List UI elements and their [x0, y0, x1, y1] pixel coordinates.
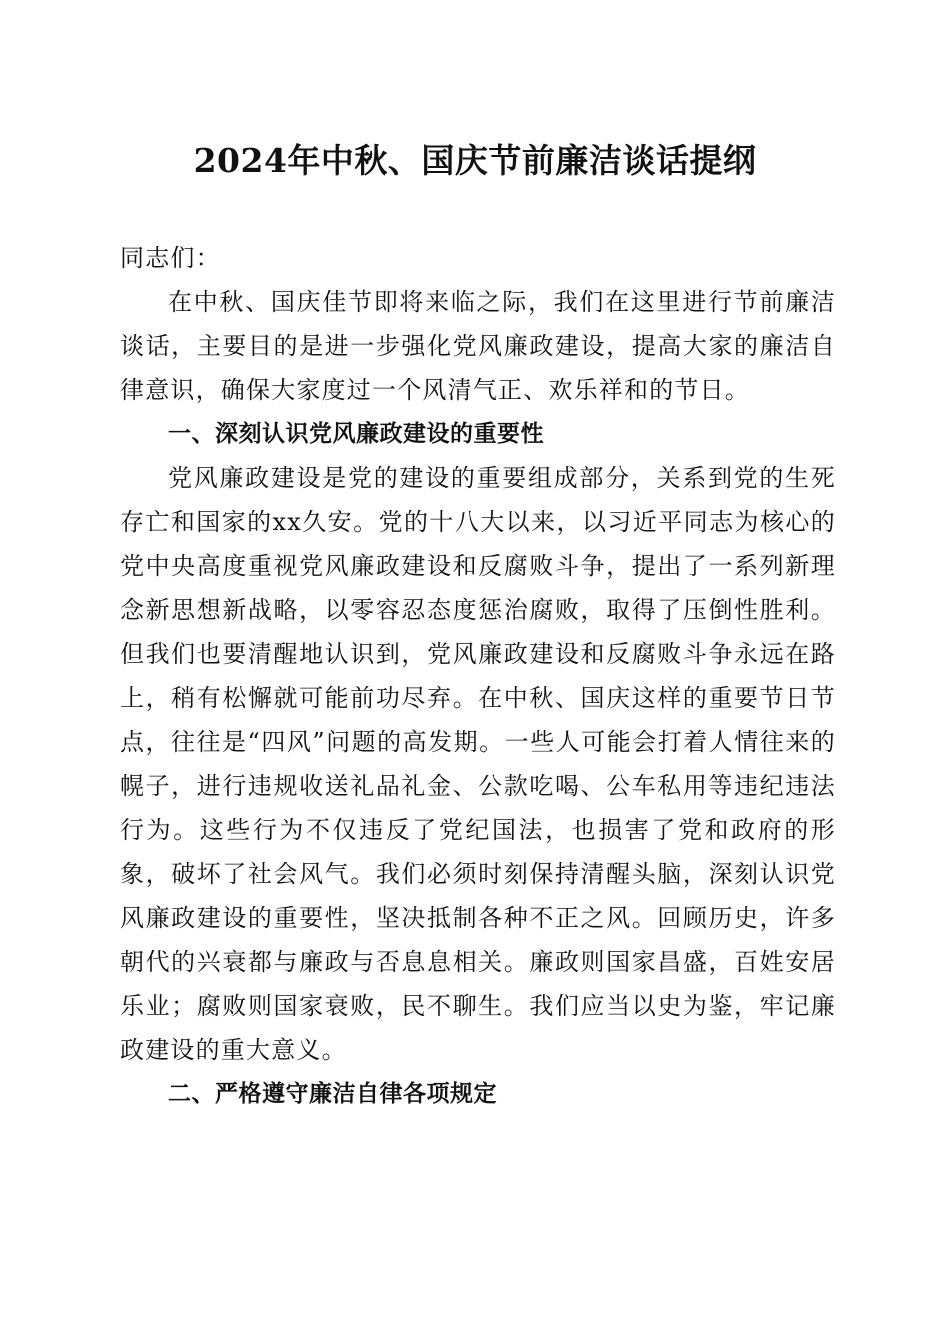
intro-paragraph: 在中秋、国庆佳节即将来临之际，我们在这里进行节前廉洁谈话，主要目的是进一步强化党风廉政建设，提高大家的廉洁自律意识，确保大家度过一个风清气正、欢乐祥和的节日。 [120, 288, 836, 404]
salutation: 同志们： [120, 244, 221, 272]
section-1-heading: 一、深刻认识党风廉政建设的重要性 [168, 421, 544, 447]
section-1-paragraph: 党风廉政建设是党的建设的重要组成部分，关系到党的生死存亡和国家的xx久安。党的十八大以来，以习近平同志为核心的党中央高度重视党风廉政建设和反腐败斗争，提出了一系列新理念新思想新战略，以零容忍态度惩治腐败，取得了压倒性胜利。但我们也要清醒地认识到，党风廉政建设和反腐败斗争永远在路上，稍有松懈就可能前功尽弃。在中秋、国庆这样的重要节日节点，往往是“四风”问题的高发期。一些人可能会打着人情往来的幌子，进行违规收送礼品礼金、公款吃喝、公车私用等违纪违法行为。这些行为不仅违反了党纪国法，也损害了党和政府的形象，破坏了社会风气。我们必须时刻保持清醒头脑，深刻认识党风廉政建设的重要性，坚决抵制各种不正之风。回顾历史，许多朝代的兴衰都与廉政与否息息相关。廉政则国家昌盛，百姓安居乐业；腐败则国家衰败，民不聊生。我们应当以史为鉴，牢记廉政建设的重大意义。 [120, 464, 836, 1064]
document-body [120, 236, 836, 1116]
document-title: 2024年中秋、国庆节前廉洁谈话提纲 [193, 141, 757, 180]
section-2-heading: 二、严格遵守廉洁自律各项规定 [168, 1081, 497, 1107]
